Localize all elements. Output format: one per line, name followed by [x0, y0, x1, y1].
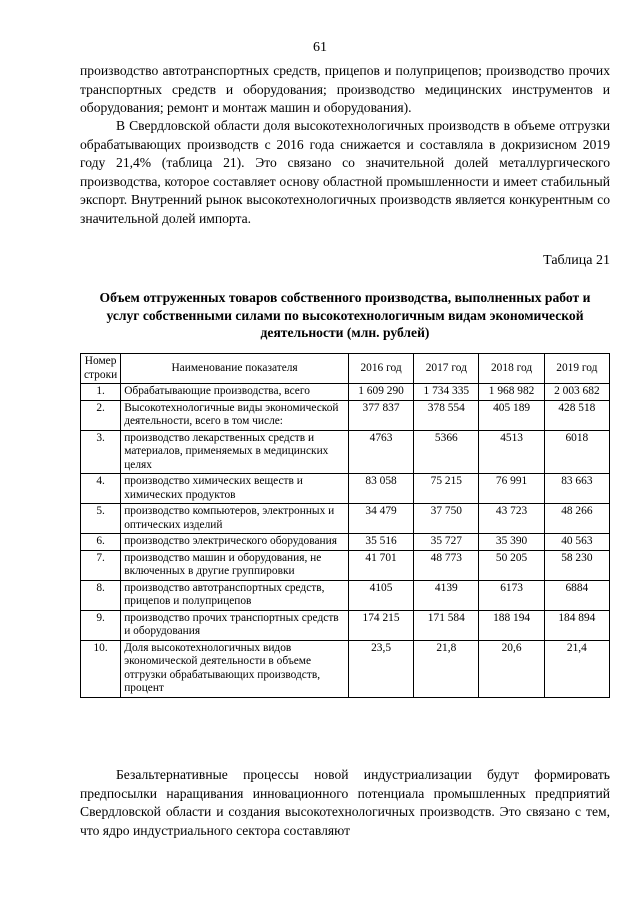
- indicator-name: производство компьютеров, электронных и оптических изделий: [121, 504, 349, 534]
- value-2017: 1 734 335: [414, 384, 479, 401]
- table-row: [81, 474, 610, 504]
- table-row: [81, 610, 610, 640]
- table-row: [81, 430, 610, 474]
- value-2019: 58 230: [544, 550, 609, 580]
- value-2019: 6884: [544, 580, 609, 610]
- header-2018: 2018 год: [479, 354, 544, 384]
- table-row: [81, 400, 610, 430]
- value-2017: 48 773: [414, 550, 479, 580]
- header-row-number: Номер строки: [81, 354, 121, 384]
- value-2017: 4139: [414, 580, 479, 610]
- indicator-name: производство лекарственных средств и материалов, применяемых в медицинских целях: [121, 430, 349, 474]
- row-number: 5.: [81, 504, 121, 534]
- value-2017: 35 727: [414, 534, 479, 551]
- row-number: 8.: [81, 580, 121, 610]
- value-2018: 35 390: [479, 534, 544, 551]
- table-row: [81, 534, 610, 551]
- indicator-name: Обрабатывающие производства, всего: [121, 384, 349, 401]
- value-2017: 21,8: [414, 640, 479, 697]
- value-2018: 6173: [479, 580, 544, 610]
- row-number: 3.: [81, 430, 121, 474]
- value-2018: 76 991: [479, 474, 544, 504]
- value-2016: 35 516: [348, 534, 413, 551]
- data-table: [80, 353, 610, 698]
- value-2018: 405 189: [479, 400, 544, 430]
- table-row: [81, 550, 610, 580]
- indicator-name: производство машин и оборудования, не включенных в другие группировки: [121, 550, 349, 580]
- table-row: [81, 504, 610, 534]
- value-2019: 48 266: [544, 504, 609, 534]
- table-row: [81, 384, 610, 401]
- value-2019: 2 003 682: [544, 384, 609, 401]
- header-2017: 2017 год: [414, 354, 479, 384]
- value-2018: 20,6: [479, 640, 544, 697]
- paragraph-3: Безальтернативные процессы новой индустриализации будут формировать предпосылки наращивания инновационного потенциала промышленных предприятий Свердловской области и создания высокотехнологичных производств. Это связано с тем, что ядро индустриального сектора составляют: [80, 767, 610, 838]
- row-number: 10.: [81, 640, 121, 697]
- indicator-name: производство прочих транспортных средств и оборудования: [121, 610, 349, 640]
- value-2018: 1 968 982: [479, 384, 544, 401]
- indicator-name: Доля высокотехнологичных видов экономической деятельности в объеме отгрузки обрабатывающих производств, процент: [121, 640, 349, 697]
- value-2017: 37 750: [414, 504, 479, 534]
- table-title: Объем отгруженных товаров собственного производства, выполненных работ и услуг собственными силами по высокотехнологичным видам экономической деятельности (млн. рублей): [99, 290, 591, 340]
- value-2016: 41 701: [348, 550, 413, 580]
- value-2019: 6018: [544, 430, 609, 474]
- value-2016: 34 479: [348, 504, 413, 534]
- value-2016: 23,5: [348, 640, 413, 697]
- row-number: 4.: [81, 474, 121, 504]
- value-2017: 171 584: [414, 610, 479, 640]
- row-number: 2.: [81, 400, 121, 430]
- value-2019: 21,4: [544, 640, 609, 697]
- header-2019: 2019 год: [544, 354, 609, 384]
- row-number: 6.: [81, 534, 121, 551]
- value-2016: 1 609 290: [348, 384, 413, 401]
- value-2017: 75 215: [414, 474, 479, 504]
- value-2019: 184 894: [544, 610, 609, 640]
- value-2016: 4105: [348, 580, 413, 610]
- value-2019: 40 563: [544, 534, 609, 551]
- paragraph-1: производство автотранспортных средств, прицепов и полуприцепов; производство прочих транспортных средств и оборудования; производство медицинских инструментов и оборудования; ремонт и монтаж машин и оборудования).: [80, 63, 610, 115]
- table-header-row: [81, 354, 610, 384]
- indicator-name: производство химических веществ и химических продуктов: [121, 474, 349, 504]
- value-2018: 4513: [479, 430, 544, 474]
- indicator-name: Высокотехнологичные виды экономической деятельности, всего в том числе:: [121, 400, 349, 430]
- table-row: [81, 580, 610, 610]
- value-2016: 174 215: [348, 610, 413, 640]
- header-indicator-name: Наименование показателя: [121, 354, 349, 384]
- row-number: 9.: [81, 610, 121, 640]
- indicator-name: производство автотранспортных средств, прицепов и полуприцепов: [121, 580, 349, 610]
- value-2016: 4763: [348, 430, 413, 474]
- row-number: 7.: [81, 550, 121, 580]
- table-row: [81, 640, 610, 697]
- value-2016: 377 837: [348, 400, 413, 430]
- indicator-name: производство электрического оборудования: [121, 534, 349, 551]
- value-2016: 83 058: [348, 474, 413, 504]
- value-2019: 83 663: [544, 474, 609, 504]
- value-2019: 428 518: [544, 400, 609, 430]
- value-2018: 188 194: [479, 610, 544, 640]
- paragraph-2: В Свердловской области доля высокотехнологичных производств в объеме отгрузки обрабатывающих производств с 2016 года снижается и составляла в докризисном 2019 году 21,4% (таблица 21). Это связано со значительной долей металлургического производства, которое составляет основу областной промышленности и имеет стабильный экспорт. Внутренний рынок высокотехнологичных производств является конкурентным со значительной долей импорта.: [80, 118, 610, 226]
- row-number: 1.: [81, 384, 121, 401]
- page-number: 61: [313, 40, 327, 55]
- value-2018: 50 205: [479, 550, 544, 580]
- header-2016: 2016 год: [348, 354, 413, 384]
- table-label: Таблица 21: [543, 253, 610, 268]
- value-2018: 43 723: [479, 504, 544, 534]
- value-2017: 5366: [414, 430, 479, 474]
- value-2017: 378 554: [414, 400, 479, 430]
